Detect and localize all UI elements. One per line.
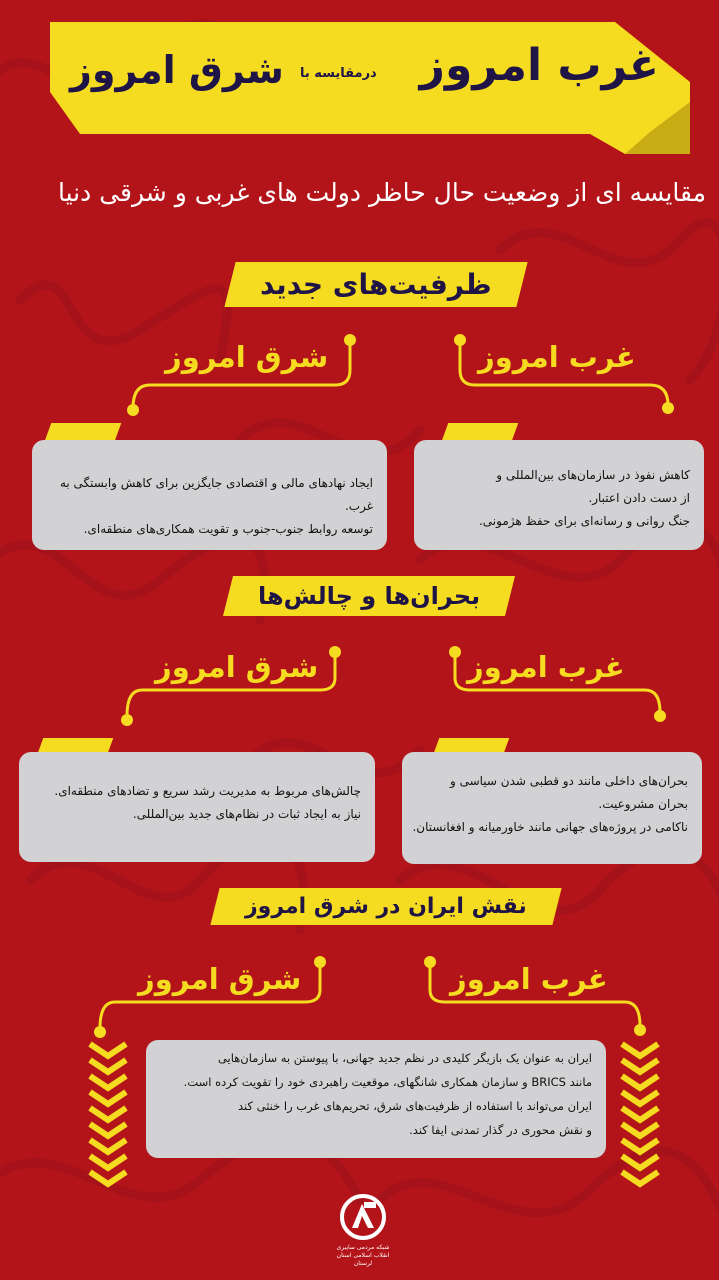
list-item: ناکامی در پروژه‌های جهانی مانند خاورمیانه و افغانستان. [412,820,688,834]
org-name: شبکه مردمی سایبری انقلاب اسلامی استان لرستان [336,1244,390,1267]
list-item: نیاز به ایجاد ثبات در نظام‌های جدید بین‌المللی. [132,807,361,821]
section-1-east-label: شرق امروز [165,340,329,374]
section-3-east-label: شرق امروز [138,962,302,996]
list-item: چالش‌های مربوط به مدیریت رشد سریع و تضادهای منطقه‌ای. [54,784,361,798]
header-compare-label: درمقایسه با [300,66,377,81]
list-item: و نقش محوری در گذار تمدنی ایفا کند. [409,1123,592,1137]
header-east-title: شرق امروز [70,48,284,92]
section-2-east-card [19,752,375,862]
chevron-stack-icon [86,1040,130,1190]
section-1-east-card [32,440,387,550]
chevron-stack-icon [618,1040,662,1190]
list-item: توسعه روابط جنوب-جنوب و تقویت همکاری‌های منطقه‌ای. [83,522,373,536]
list-item: از دست دادن اعتبار. [588,491,690,505]
section-2-title: بحران‌ها و چالش‌ها [223,576,515,616]
list-item: ایران به عنوان یک بازیگر کلیدی در نظم جدید جهانی، با پیوستن به سازمان‌هایی [217,1051,592,1065]
org-logo-icon [340,1194,386,1240]
section-1-west-label: غرب امروز [478,340,636,374]
section-3-west-label: غرب امروز [450,962,608,996]
list-item: بحران‌های داخلی مانند دو قطبی شدن سیاسی و [449,774,688,788]
section-1-title: ظرفیت‌های جدید [224,262,527,307]
section-3-title: نقش ایران در شرق امروز [210,888,561,925]
list-item: جنگ روانی و رسانه‌ای برای حفظ هژمونی. [478,514,690,528]
section-3-card [146,1040,606,1158]
list-item: ایجاد نهادهای مالی و اقتصادی جایگزین برای کاهش وابستگی به غرب. [59,476,373,513]
list-item: کاهش نفوذ در سازمان‌های بین‌المللی و [496,468,690,482]
section-2-east-label: شرق امروز [155,650,319,684]
section-2-west-card [402,752,702,864]
section-1-west-card [414,440,704,550]
header-west-title: غرب امروز [419,40,659,91]
list-item: ایران می‌تواند با استفاده از ظرفیت‌های شرق، تحریم‌های غرب را خنثی کند [237,1099,592,1113]
page-subtitle: مقایسه ای از وضعیت حال حاظر دولت های غربی و شرقی دنیا [58,178,706,207]
section-2-west-label: غرب امروز [467,650,625,684]
list-item: مانند BRICS و سازمان همکاری شانگهای، موقعیت راهبردی خود را تقویت کرده است. [183,1075,592,1089]
list-item: بحران مشروعیت. [598,797,688,811]
